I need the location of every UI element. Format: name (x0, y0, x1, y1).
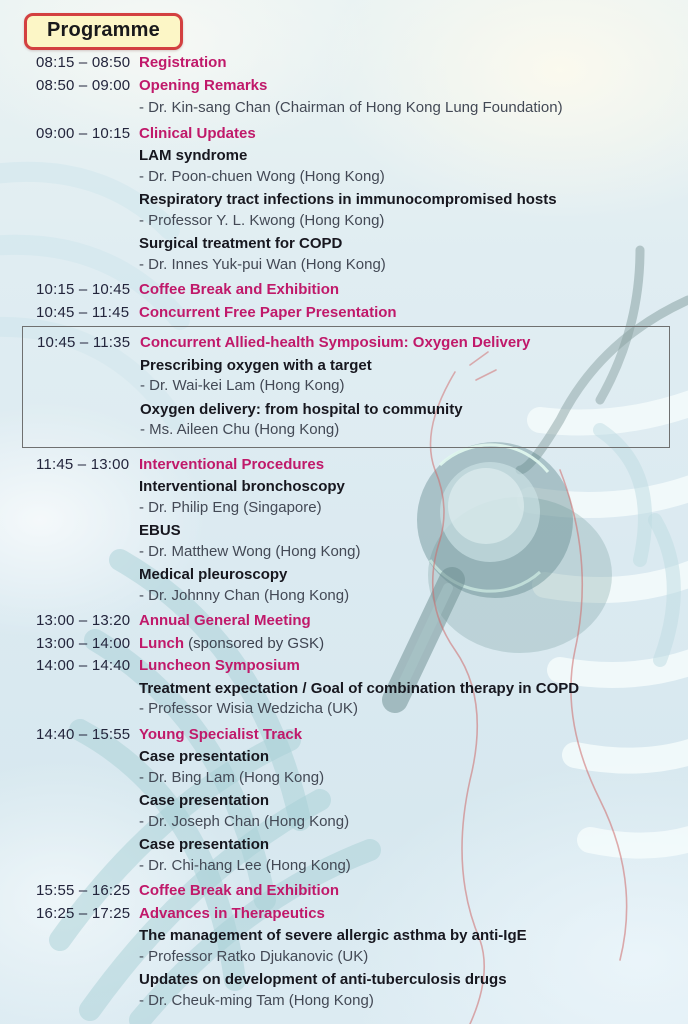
entry-time: 08:15 – 08:50 (36, 54, 131, 71)
entry-title-line (139, 303, 670, 324)
session-item (140, 356, 665, 397)
entry-time: 10:45 – 11:35 (37, 334, 131, 351)
schedule-entry (22, 455, 670, 610)
entry-sessions (139, 747, 670, 876)
session-speaker: - Dr. Matthew Wong (Hong Kong) (139, 542, 361, 560)
entry-title: Clinical Updates (139, 124, 256, 142)
entry-sessions (139, 477, 670, 606)
entry-time: 09:00 – 10:15 (36, 124, 131, 142)
session-item (139, 146, 670, 187)
entry-title-line (139, 904, 670, 925)
entry-title-line (139, 53, 670, 74)
entry-title-line (139, 280, 670, 301)
session-item (140, 400, 665, 441)
session-speaker: - Dr. Cheuk-ming Tam (Hong Kong) (139, 991, 374, 1009)
schedule-entry (22, 280, 670, 301)
entry-time: 13:00 – 14:00 (36, 634, 131, 652)
entry-time: 10:15 – 10:45 (36, 281, 131, 298)
session-title: Case presentation (139, 792, 270, 809)
session-speaker: - Professor Ratko Djukanovic (UK) (139, 947, 369, 965)
entry-body (139, 455, 670, 610)
page-title-badge (24, 13, 183, 50)
entry-title: Coffee Break and Exhibition (139, 882, 340, 899)
entry-title: Interventional Procedures (139, 455, 325, 473)
schedule-entry (22, 303, 670, 324)
entry-time: 13:00 – 13:20 (36, 612, 131, 629)
entry-title-suffix: (sponsored by GSK) (184, 634, 325, 652)
entry-body (139, 76, 670, 122)
schedule-list (22, 53, 670, 1016)
page-title: Programme (47, 19, 160, 41)
entry-title-line (139, 634, 670, 655)
entry-sessions (139, 679, 670, 720)
schedule-entry (22, 904, 670, 1015)
entry-title: Registration (139, 54, 227, 71)
entry-body (139, 725, 670, 880)
session-title: Updates on development of anti-tuberculosis drugs (139, 971, 507, 988)
session-item (139, 234, 670, 275)
entry-time: 14:00 – 14:40 (36, 657, 131, 674)
entry-body (139, 611, 670, 632)
session-item (139, 477, 670, 518)
entry-time: 11:45 – 13:00 (36, 455, 130, 473)
entry-time: 10:45 – 11:45 (36, 303, 130, 321)
session-item (139, 926, 670, 967)
schedule-entry (22, 881, 670, 902)
session-title: Oxygen delivery: from hospital to community (140, 400, 463, 418)
session-speaker: - Dr. Poon-chuen Wong (Hong Kong) (139, 167, 385, 185)
session-item (139, 970, 670, 1011)
entry-title: Concurrent Allied-health Symposium: Oxygen Delivery (140, 334, 531, 351)
entry-time: 16:25 – 17:25 (36, 904, 131, 922)
schedule-entry (22, 656, 670, 723)
session-speaker: - Dr. Wai-kei Lam (Hong Kong) (140, 377, 345, 394)
entry-title: Annual General Meeting (139, 612, 311, 629)
session-speaker: - Dr. Bing Lam (Hong Kong) (139, 768, 325, 786)
entry-title-line (139, 124, 670, 145)
entry-body (139, 124, 670, 279)
schedule-entry (22, 326, 670, 448)
session-item (139, 521, 670, 562)
session-title: EBUS (139, 522, 181, 539)
session-item (139, 565, 670, 606)
session-speaker: - Dr. Philip Eng (Singapore) (139, 498, 322, 516)
entry-body (139, 280, 670, 301)
schedule-entry (22, 76, 670, 122)
entry-title: Young Specialist Track (139, 725, 303, 743)
session-speaker: - Professor Wisia Wedzicha (UK) (139, 700, 358, 717)
session-item (139, 835, 670, 876)
entry-title-line (139, 76, 670, 97)
schedule-entry (22, 634, 670, 655)
entry-title: Opening Remarks (139, 76, 268, 94)
session-title: Case presentation (139, 836, 270, 853)
session-speaker: - Professor Y. L. Kwong (Hong Kong) (139, 211, 385, 229)
session-speaker: - Dr. Johnny Chan (Hong Kong) (139, 586, 350, 604)
entry-body (139, 904, 670, 1015)
entry-sessions (140, 356, 665, 441)
session-speaker: - Dr. Chi-hang Lee (Hong Kong) (139, 856, 351, 874)
session-title: The management of severe allergic asthma by anti-IgE (139, 927, 527, 944)
entry-title-line (139, 725, 670, 746)
entry-title-line (139, 881, 670, 902)
entry-body (139, 53, 670, 74)
schedule-entry (22, 725, 670, 880)
session-item (139, 791, 670, 832)
schedule-entry (22, 611, 670, 632)
entry-time: 08:50 – 09:00 (36, 76, 131, 94)
entry-body (139, 656, 670, 723)
session-item (139, 98, 670, 119)
session-title: Prescribing oxygen with a target (140, 356, 372, 374)
session-speaker: - Dr. Kin-sang Chan (Chairman of Hong Kong Lung Foundation) (139, 99, 563, 116)
entry-body (139, 634, 670, 655)
entry-sessions (139, 926, 670, 1011)
entry-body (139, 303, 670, 324)
entry-title-line (139, 656, 670, 677)
entry-title: Lunch (139, 634, 184, 652)
session-speaker: - Dr. Joseph Chan (Hong Kong) (139, 812, 350, 830)
session-speaker: - Dr. Innes Yuk-pui Wan (Hong Kong) (139, 255, 386, 273)
session-title: Case presentation (139, 748, 270, 765)
session-title: Surgical treatment for COPD (139, 235, 343, 252)
entry-title: Luncheon Symposium (139, 657, 300, 674)
session-item (139, 679, 670, 720)
schedule-entry (22, 124, 670, 279)
entry-body (140, 333, 665, 444)
session-title: LAM syndrome (139, 147, 248, 164)
session-title: Interventional bronchoscopy (139, 478, 345, 495)
entry-time: 14:40 – 15:55 (36, 725, 131, 743)
entry-title-line (139, 611, 670, 632)
entry-title-line (140, 333, 665, 354)
entry-time: 15:55 – 16:25 (36, 882, 131, 899)
entry-title: Advances in Therapeutics (139, 904, 325, 922)
session-title: Treatment expectation / Goal of combination therapy in COPD (139, 679, 580, 697)
entry-sessions (139, 146, 670, 275)
session-item (139, 190, 670, 231)
entry-body (139, 881, 670, 902)
entry-sessions (139, 98, 670, 119)
session-item (139, 747, 670, 788)
session-title: Respiratory tract infections in immunocompromised hosts (139, 191, 557, 208)
entry-title-line (139, 455, 670, 476)
session-speaker: - Ms. Aileen Chu (Hong Kong) (140, 421, 340, 438)
session-title: Medical pleuroscopy (139, 566, 288, 583)
entry-title: Coffee Break and Exhibition (139, 281, 340, 298)
schedule-entry (22, 53, 670, 74)
entry-title: Concurrent Free Paper Presentation (139, 303, 397, 321)
